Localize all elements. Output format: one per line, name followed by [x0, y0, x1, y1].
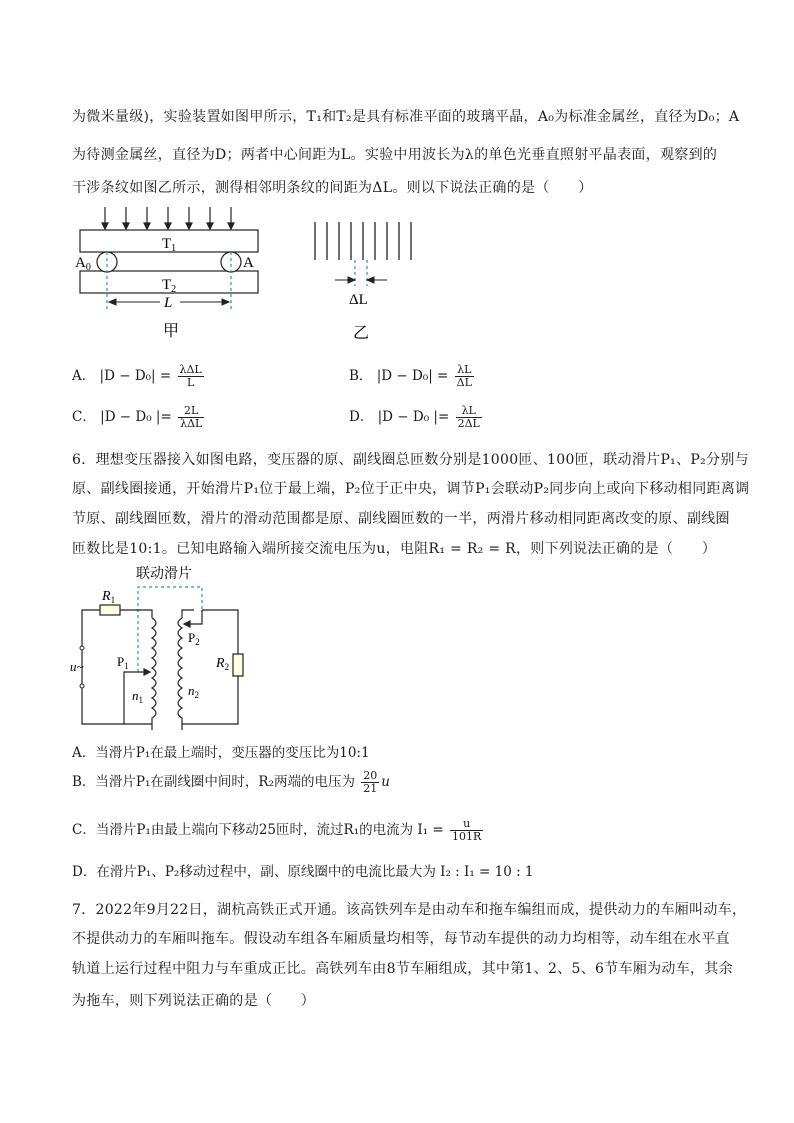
q7-line-4: 为拖车，则下列说法正确的是（ ） — [72, 993, 316, 1009]
q6-option-b[interactable] — [72, 770, 390, 795]
q5-option-a-den: L — [186, 376, 195, 389]
q5-option-d-prefix: D． — [349, 409, 374, 425]
q7-line-3: 轨道上运行过程中阻力与车重成正比。高铁列车由8节车厢组成，其中第1、2、5、6节车厢为动车，其余 — [72, 961, 733, 977]
primary-coil — [152, 618, 156, 730]
label-r1: $R_1$ — [102, 589, 116, 605]
label-n1: $n_1$ — [132, 688, 143, 705]
figure-circuit — [70, 562, 250, 730]
q5-option-b-lhs: |D − D₀| = — [376, 368, 449, 384]
figure-yi — [305, 220, 415, 345]
q5-option-d-lhs: |D − D₀ |= — [377, 409, 450, 425]
label-dL: ΔL — [349, 292, 368, 308]
caption-yi: 乙 — [353, 323, 370, 342]
q5-option-a[interactable] — [72, 364, 206, 389]
q6-option-b-post: u — [381, 774, 390, 790]
q5-option-c-den: λΔL — [180, 417, 203, 430]
q6-option-c-num: u — [450, 818, 483, 831]
label-n2: $n_2$ — [188, 683, 199, 700]
q5-option-a-lhs: |D − D₀| = — [99, 368, 172, 384]
label-p2: $P_2$ — [188, 630, 200, 647]
q6-option-d[interactable]: D．在滑片P₁、P₂移动过程中，副、原线圈中的电流比最大为 I₂ : I₁ = 10 : 1 — [72, 864, 534, 880]
q6-option-b-num: 20 — [363, 769, 378, 782]
q6-option-c[interactable] — [72, 818, 485, 843]
resistor-r2 — [233, 654, 243, 676]
q5-option-d[interactable] — [349, 405, 484, 430]
q5-option-c-num: 2L — [178, 405, 204, 418]
label-u: u~ — [70, 659, 84, 674]
q5-option-d-num: λL — [456, 405, 482, 418]
q5-option-a-prefix: A． — [72, 368, 96, 384]
q5-option-b-prefix: B． — [349, 368, 373, 384]
label-t2: $T_2$ — [162, 277, 177, 295]
q5-option-b-num: λL — [455, 364, 474, 377]
q5-option-d-den: 2ΔL — [457, 417, 480, 430]
label-L: L — [164, 295, 173, 311]
label-p1: $P_1$ — [117, 654, 129, 671]
q7-line-2: 不提供动力的车厢叫拖车。假设动车组各车厢质量均相等，每节动车提供的动力均相等，动车组在水平直 — [72, 931, 730, 947]
label-a0: $A_0$ — [75, 255, 91, 273]
q5-option-a-num: λΔL — [179, 363, 202, 376]
label-t1: $T_1$ — [162, 236, 177, 254]
q6-line-1: 6．理想变压器接入如图电路，变压器的原、副线圈总匝数分别是1000匝、100匝，联动滑片P₁、P₂分别与 — [72, 452, 749, 468]
caption-jia: 甲 — [163, 321, 180, 340]
q6-line-2: 原、副线圈接通，开始滑片P₁位于最上端，P₂位于正中央，调节P₁会联动P₂同步向上或向下移动相同距离调 — [72, 481, 750, 497]
q6-option-b-den: 21 — [363, 782, 378, 795]
secondary-coil — [178, 618, 182, 730]
q5-line-3: 干涉条纹如图乙所示，测得相邻明条纹的间距为ΔL。则以下说法正确的是（ ） — [72, 180, 593, 196]
q6-option-c-den: 101R — [452, 830, 482, 843]
label-r2: $R_2$ — [216, 656, 230, 672]
q5-line-1: 为微米量级)，实验装置如图甲所示，T₁和T₂是具有标准平面的玻璃平晶，A₀为标准金属丝，直径为D₀；A — [72, 109, 740, 125]
q6-option-c-text: C．当滑片P₁由最上端向下移动25匝时，流过R₁的电流为 I₁ = — [72, 822, 444, 838]
fringes — [315, 222, 411, 260]
q7-line-1: 7．2022年9月22日，湖杭高铁正式开通。该高铁列车是由动车和拖车编组而成，提供动力的车厢叫动车， — [72, 902, 747, 918]
label-a: A — [243, 255, 254, 271]
q5-option-c-lhs: |D − D₀ |= — [100, 409, 172, 425]
q5-option-c[interactable] — [72, 405, 206, 430]
resistor-r1 — [100, 605, 120, 615]
q6-line-3: 节原、副线圈匝数，滑片的滑动范围都是原、副线圈匝数的一半，两滑片移动相同距离改变的原、副线圈 — [72, 511, 730, 527]
label-linkage: 联动滑片 — [136, 566, 192, 582]
q6-option-a[interactable]: A．当滑片P₁在最上端时，变压器的变压比为10:1 — [72, 745, 370, 761]
q6-line-4: 匝数比是10:1。已知电路输入端所接交流电压为u，电阻R₁ = R₂ = R，则下列说法正确的是（ ） — [72, 541, 717, 557]
q6-option-b-text: B．当滑片P₁在副线圈中间时，R₂两端的电压为 — [72, 774, 355, 790]
q5-line-2: 为待测金属丝，直径为D；两者中心间距为L。实验中用波长为λ的单色光垂直照射平晶表面，观察到的 — [72, 147, 718, 163]
light-arrows — [102, 207, 234, 229]
figure-jia — [70, 205, 260, 340]
q5-option-b-den: ΔL — [456, 376, 472, 389]
q5-option-b[interactable] — [349, 364, 476, 389]
q5-option-c-prefix: C． — [72, 409, 96, 425]
